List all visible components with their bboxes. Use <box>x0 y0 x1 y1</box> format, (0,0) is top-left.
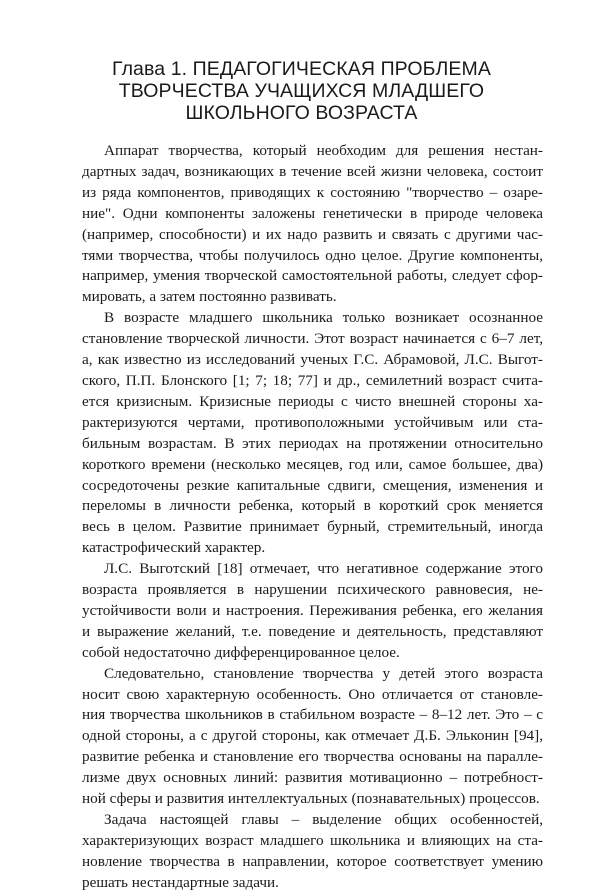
text-line: возраста проявляется в нарушении психического равновесия, не- <box>82 581 543 599</box>
text-line: бильным возрастам. В этих периодах на протяжении относительно <box>82 434 543 452</box>
text-line: Аппарат творчества, который необходим для решения нестан- <box>104 142 543 159</box>
text-line: дартных задач, возникающих в течение всей жизни человека, состоит <box>82 162 543 180</box>
text-line: решать нестандартные задачи. <box>82 873 279 891</box>
text-line: характеризующих возраст младшего школьника и влияющих на ста- <box>82 831 543 849</box>
text-line: ского, П.П. Блонского [1; 7; 18; 77] и др., семилетний возраст счита- <box>82 371 543 389</box>
text-line: Задача настоящей главы – выделение общих особенностей, <box>104 811 543 828</box>
text-line: носит свою характерную особенность. Оно отличается от становле- <box>82 685 543 703</box>
chapter-title <box>60 58 543 124</box>
book-page <box>60 58 543 894</box>
text-line: сосредоточены резкие капитальные сдвиги, смещения, изменения и <box>82 476 543 494</box>
text-line: переломы в личности ребенка, который в короткий срок меняется <box>82 497 543 515</box>
text-line: новление творчества в направлении, которое соответствует умению <box>82 852 543 870</box>
text-line: а, как известно из исследований ученых Г.С. Абрамовой, Л.С. Выгот- <box>82 351 543 369</box>
text-line: мировать, а затем постоянно развивать. <box>82 288 337 306</box>
text-line: ной сферы и развития интеллектуальных (познавательных) процессов. <box>82 790 540 808</box>
text-line: тями творчества, чтобы получилось одно целое. Другие компоненты, <box>82 246 543 264</box>
text-line: короткого времени (несколько месяцев, год или, самое большее, два) <box>82 455 543 473</box>
paragraph <box>60 141 543 308</box>
text-line: одной стороны, а с другой стороны, как отмечает Д.Б. Эльконин [94], <box>82 727 543 745</box>
text-line: Следовательно, становление творчества у детей этого возраста <box>104 664 543 682</box>
text-line: и выражение желаний, т.е. поведение и деятельность, представляют <box>82 622 543 640</box>
text-line: В возрасте младшего школьника только возникает осознанное <box>104 309 543 327</box>
text-line: весь в целом. Развитие принимает бурный, стремительный, иногда <box>82 518 543 536</box>
text-line: Л.С. Выготский [18] отмечает, что негативное содержание этого <box>104 560 543 578</box>
text-line: устойчивости воли и настроения. Переживания ребенка, его желания <box>82 601 543 619</box>
text-line: (например, способности) и их надо развить и связать с другими час- <box>82 225 543 243</box>
text-line: например, умения творческой самостоятельной работы, следует сфор- <box>82 267 543 285</box>
text-line: рактеризуются чертами, противоположными устойчивым или ста- <box>82 413 543 431</box>
paragraph <box>60 559 543 664</box>
text-line: катастрофический характер. <box>82 539 266 557</box>
paragraph <box>60 810 543 894</box>
text-line: из ряда компонентов, приводящих к состоянию "творчество – озаре- <box>82 183 543 201</box>
paragraph <box>60 664 543 810</box>
text-line: ния творчества школьников в стабильном возрасте – 8–12 лет. Это – с <box>82 706 543 724</box>
text-line: ется кризисным. Кризисные периоды с чисто внешней стороны ха- <box>82 392 543 410</box>
chapter-body <box>60 141 543 894</box>
text-line: становление творческой личности. Этот возраст начинается с 6–7 лет, <box>82 330 543 348</box>
text-line: ние". Одни компоненты заложены генетически в природе человека <box>82 204 543 222</box>
chapter-title-line: ШКОЛЬНОГО ВОЗРАСТА <box>185 102 418 124</box>
paragraph <box>60 308 543 559</box>
text-line: развитие ребенка и становление его творчества основаны на паралле- <box>82 748 543 766</box>
text-line: собой недостаточно дифференцированное целое. <box>82 643 400 661</box>
text-line: лизме двух основных линий: развития мотивационно – потребност- <box>82 769 543 787</box>
chapter-title-line: ТВОРЧЕСТВА УЧАЩИХСЯ МЛАДШЕГО <box>118 80 485 102</box>
chapter-title-line: Глава 1. ПЕДАГОГИЧЕСКАЯ ПРОБЛЕМА <box>112 58 491 80</box>
